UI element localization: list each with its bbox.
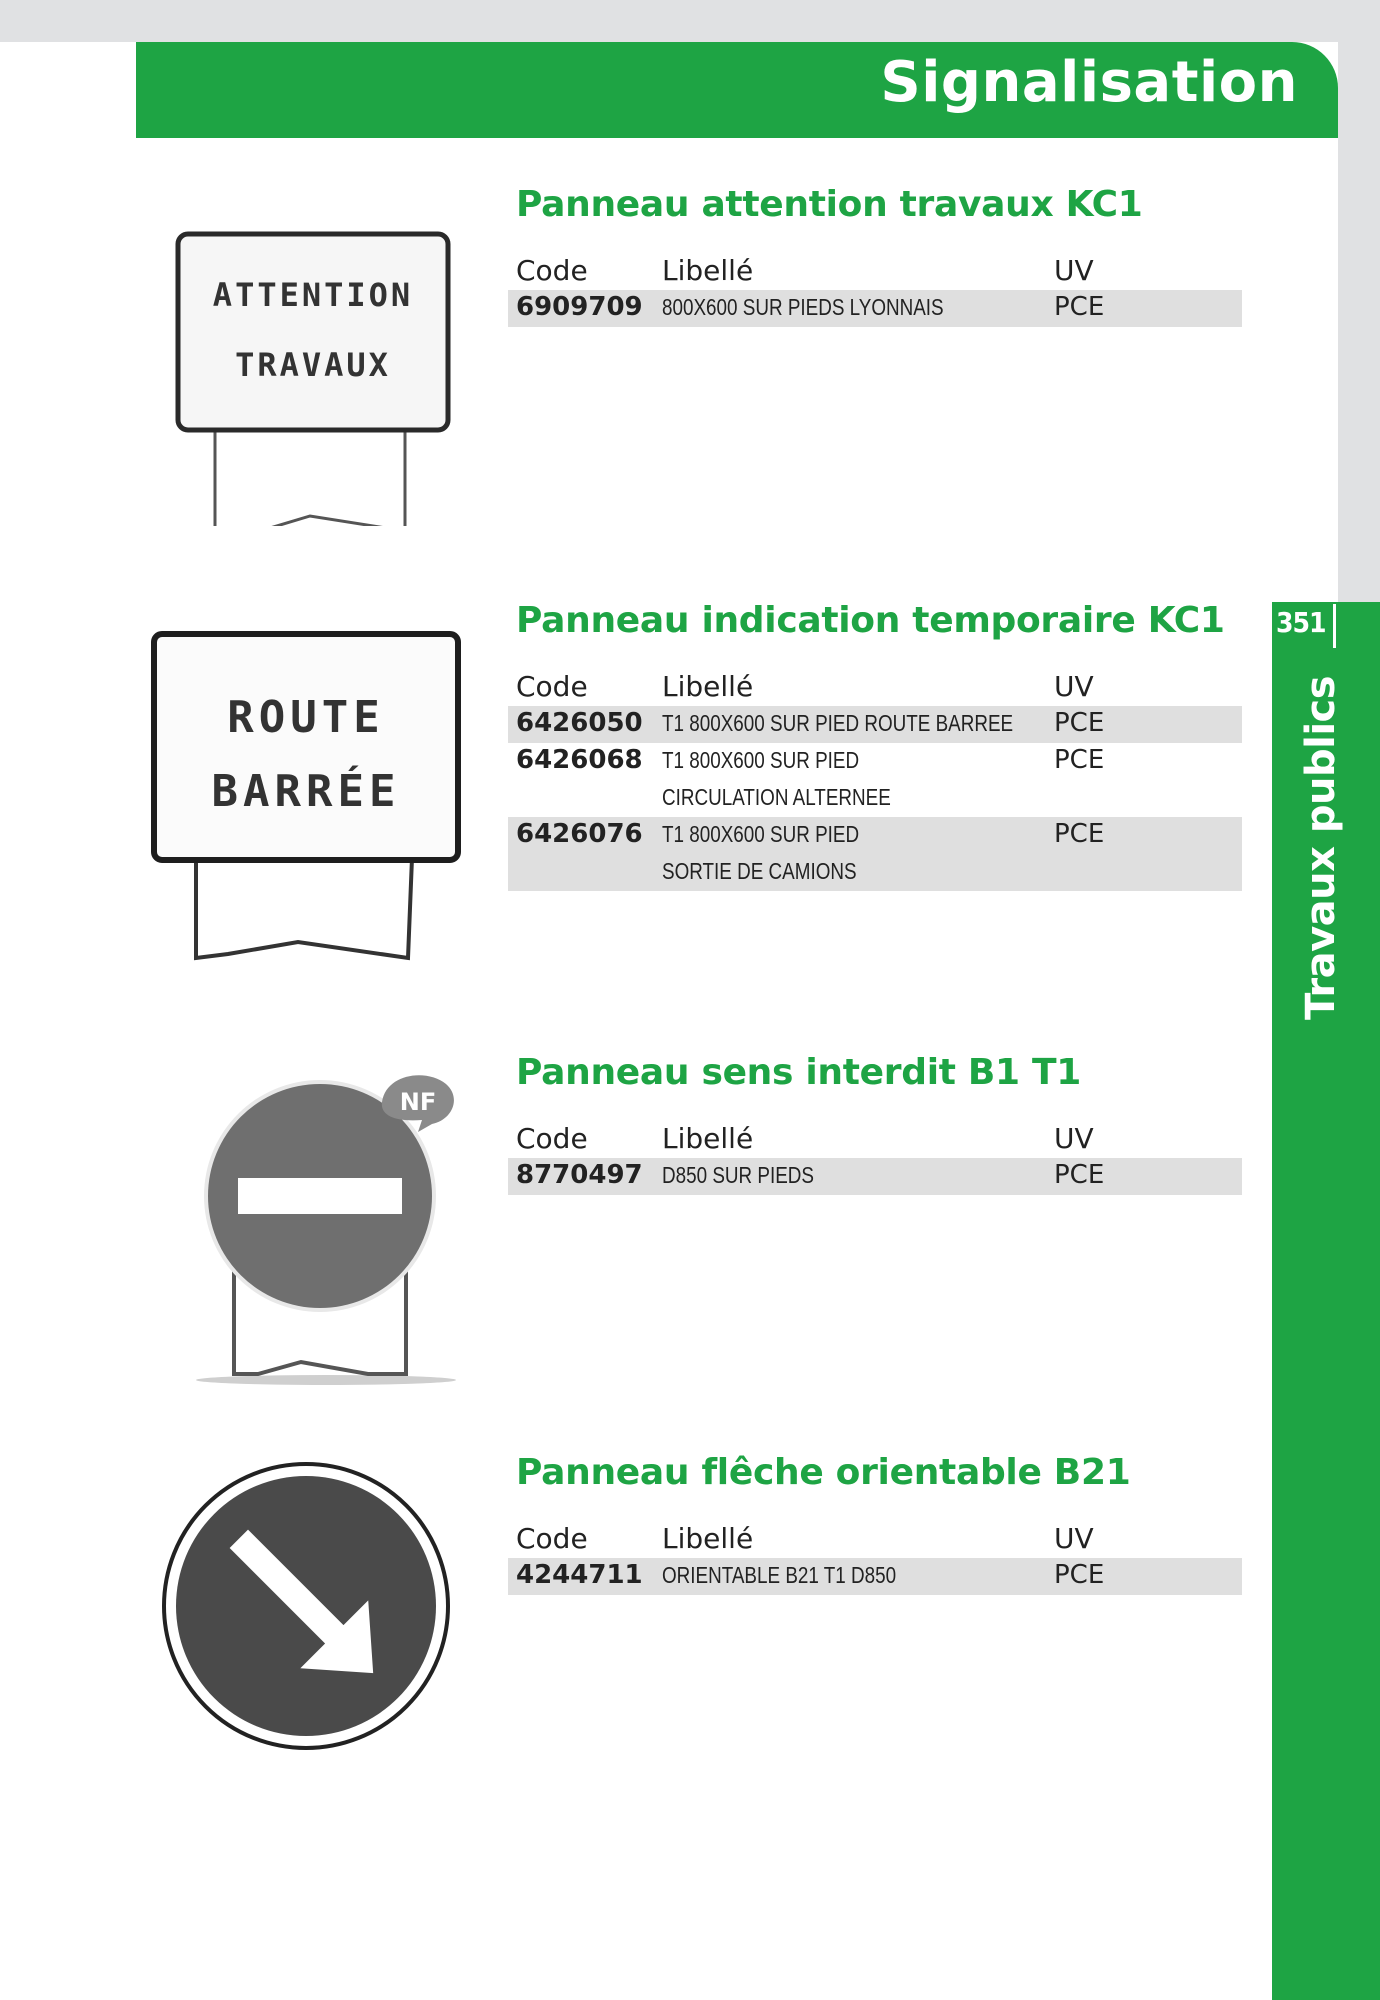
sign-line-1: ROUTE	[227, 692, 385, 743]
table-row	[508, 706, 1242, 743]
nf-badge-label: NF	[399, 1088, 437, 1116]
header-uv: UV	[1054, 1122, 1094, 1155]
route-barree-sign-image	[148, 628, 468, 968]
row-uv: PCE	[1054, 292, 1105, 322]
row-code: 4244711	[516, 1560, 643, 1590]
header-libelle: Libellé	[662, 670, 754, 703]
header-uv: UV	[1054, 1522, 1094, 1555]
row-uv: PCE	[1054, 1560, 1105, 1590]
row-libelle: T1 800X600 SUR PIED ROUTE BARREE	[662, 710, 1014, 736]
table-row	[508, 1158, 1242, 1195]
table-header	[508, 254, 1242, 290]
header-libelle: Libellé	[662, 1522, 754, 1555]
sign-line-1: ATTENTION	[212, 276, 414, 314]
header-code: Code	[516, 670, 588, 703]
product-title: Panneau sens interdit B1 T1	[516, 1052, 1081, 1093]
section-label: Travaux publics	[1298, 675, 1344, 1020]
row-uv: PCE	[1054, 819, 1105, 849]
row-code: 6426068	[516, 745, 643, 775]
header-uv: UV	[1054, 254, 1094, 287]
sign-board	[178, 234, 448, 430]
page-number: 351	[1276, 606, 1326, 639]
table-row	[508, 1558, 1242, 1595]
product-table	[508, 254, 1242, 327]
right-strip	[1338, 42, 1380, 602]
header-code: Code	[516, 1122, 588, 1155]
product-title: Panneau indication temporaire KC1	[516, 600, 1225, 641]
product-table	[508, 1522, 1242, 1595]
table-row	[508, 817, 1242, 891]
sign-line-2: TRAVAUX	[235, 346, 391, 384]
table-header	[508, 670, 1242, 706]
header-code: Code	[516, 1522, 588, 1555]
page-number-separator	[1333, 604, 1336, 648]
product-table	[508, 670, 1242, 891]
row-libelle: ORIENTABLE B21 T1 D850	[662, 1562, 897, 1588]
row-libelle: T1 800X600 SUR PIED CIRCULATION ALTERNEE	[662, 747, 891, 810]
sign-bar	[238, 1178, 402, 1214]
row-libelle: 800X600 SUR PIEDS LYONNAIS	[662, 294, 944, 320]
row-libelle: D850 SUR PIEDS	[662, 1162, 814, 1188]
sign-line-2: BARRÉE	[211, 766, 401, 817]
row-code: 6426050	[516, 708, 643, 738]
product-table	[508, 1122, 1242, 1195]
table-row	[508, 743, 1242, 817]
row-code: 6909709	[516, 292, 643, 322]
row-code: 8770497	[516, 1160, 643, 1190]
top-strip	[0, 0, 1380, 42]
row-code: 6426076	[516, 819, 643, 849]
sign-stand	[196, 858, 412, 958]
header-uv: UV	[1054, 670, 1094, 703]
row-libelle: T1 800X600 SUR PIED SORTIE DE CAMIONS	[662, 821, 860, 884]
header-band	[136, 42, 1338, 138]
sign-shadow	[196, 1375, 456, 1385]
row-uv: PCE	[1054, 1160, 1105, 1190]
sign-board	[154, 634, 458, 860]
page-title: Signalisation	[880, 50, 1298, 115]
row-uv: PCE	[1054, 708, 1105, 738]
header-code: Code	[516, 254, 588, 287]
table-header	[508, 1122, 1242, 1158]
product-title: Panneau flêche orientable B21	[516, 1452, 1131, 1493]
table-header	[508, 1522, 1242, 1558]
sens-interdit-sign-image	[196, 1062, 466, 1392]
product-title: Panneau attention travaux KC1	[516, 184, 1143, 225]
header-libelle: Libellé	[662, 1122, 754, 1155]
attention-travaux-sign-image	[170, 226, 460, 526]
fleche-orientable-sign-image	[162, 1462, 452, 1752]
row-uv: PCE	[1054, 745, 1105, 775]
header-libelle: Libellé	[662, 254, 754, 287]
table-row	[508, 290, 1242, 327]
